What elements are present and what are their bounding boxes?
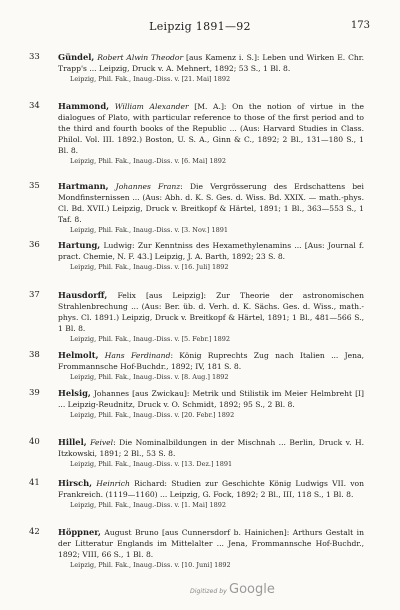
- digitized-by-label: Digitized by: [190, 588, 227, 595]
- author-given-name: Feivel: [90, 438, 114, 447]
- author-surname: Hammond,: [58, 101, 110, 111]
- entry-description: Ludwig: Zur Kenntniss des Hexamethylenamins ... [Aus: Journal f. pract. Chemie, N. F. 43.] Leipzig, J. A. Barth, 1892; 23 S. 8.: [58, 241, 365, 261]
- author-given-name: Robert Alwin Theodor: [97, 53, 184, 62]
- entry-description: [M. A.]: On the notion of virtue in the dialogues of Plato, with particular reference to those of the first period and to the third and fourth books of the Republic ... (Aus: Harvard Studies in Class. Philol. Vol. III. 1892.) Boston, U. S. A., Ginn & C., 1892; 2 Bl., 131—180 S., 1 Bl. 8.: [58, 102, 364, 155]
- dissertation-entry: [29, 478, 364, 510]
- dissertation-entry: [29, 290, 364, 344]
- dissertation-entry: [29, 437, 364, 469]
- dissertation-entry: [29, 52, 364, 84]
- entry-number: 36: [29, 240, 40, 250]
- entry-description: : Die Vergrösserung des Erdschattens bei Mondfinsternissen ... (Aus: Abh. d. K. S. Ges. d. Wiss. Bd. XXIX. — math.-phys. Cl. Bd. XVII.) Leipzig, Druck v. Breitkopf & Härtel, 1891; 1 Bl., 363—553 S., 1 Taf. 8.: [58, 182, 364, 224]
- dissertation-entry: [29, 527, 364, 570]
- entry-description: [aus Kamenz i. S.]: Leben und Wirken E. Chr. Trapp's ... Leipzig, Druck v. A. Mehnert, 1892; 53 S., 1 Bl. 8.: [58, 53, 364, 73]
- author-given-name: Heinrich: [96, 479, 130, 488]
- author-surname: Hirsch,: [58, 478, 93, 488]
- page-header: [0, 20, 400, 36]
- entry-text: [58, 240, 364, 263]
- dissertation-entry: [29, 388, 364, 420]
- entry-text: [58, 527, 364, 561]
- author-surname: Helmolt,: [58, 350, 99, 360]
- entry-source: Leipzig, Phil. Fak., Inaug.-Diss. v. [8. Aug.] 1892: [70, 372, 229, 381]
- entry-source: Leipzig, Phil. Fak., Inaug.-Diss. v. [13. Dez.] 1891: [70, 459, 233, 468]
- entry-source: Leipzig, Phil. Fak., Inaug.-Diss. v. [10. Juni] 1892: [70, 560, 231, 569]
- entry-description: Felix [aus Leipzig]: Zur Theorie der astronomischen Strahlenbrechung ... (Aus: Ber. üb. d. Verh. d. K. Sächs. Ges. d. Wiss., math.-phys. Cl. 1891.) Leipzig, Druck v. Breitkopf & Härtel, 1891; 1 Bl., 481—566 S., 1 Bl. 8.: [58, 291, 364, 333]
- entry-number: 39: [29, 388, 40, 398]
- entry-source: Leipzig, Phil. Fak., Inaug.-Diss. v. [21. Mai] 1892: [70, 74, 231, 83]
- author-given-name: Johannes Franz: [115, 182, 181, 191]
- entry-source: Leipzig, Phil. Fak., Inaug.-Diss. v. [20. Febr.] 1892: [70, 410, 235, 419]
- author-surname: Höppner,: [58, 527, 101, 537]
- author-surname: Hillel,: [58, 437, 87, 447]
- entry-description: : König Ruprechts Zug nach Italien ... Jena, Frommannsche Hof-Buchdr., 1892; IV, 181 S. 8.: [58, 351, 364, 371]
- entry-description: : Die Nominalbildungen in der Mischnah ... Berlin, Druck v. H. Itzkowski, 1891; 2 Bl., 53 S. 8.: [58, 438, 364, 458]
- author-given-name: Hans Ferdinand: [104, 351, 171, 360]
- dissertation-entry: [29, 181, 364, 235]
- entry-number: 40: [29, 437, 40, 447]
- author-surname: Hausdorff,: [58, 290, 108, 300]
- entry-text: [58, 290, 364, 335]
- entry-number: 38: [29, 350, 40, 360]
- entry-number: 41: [29, 478, 40, 488]
- entry-text: [58, 437, 364, 460]
- digitization-watermark: [190, 582, 340, 602]
- page-number: 173: [350, 20, 370, 31]
- entry-number: 42: [29, 527, 40, 537]
- entry-text: [58, 388, 364, 411]
- entry-number: 35: [29, 181, 40, 191]
- entry-text: [58, 478, 364, 501]
- dissertation-entry: [29, 240, 365, 272]
- google-logo: Google: [229, 582, 275, 597]
- entry-number: 33: [29, 52, 40, 62]
- author-given-name: William Alexander: [114, 102, 189, 111]
- entry-source: Leipzig, Phil. Fak., Inaug.-Diss. v. [16. Juli] 1892: [70, 262, 229, 271]
- dissertation-entry: [29, 350, 364, 382]
- entry-source: Leipzig, Phil. Fak., Inaug.-Diss. v. [1. Mai] 1892: [70, 500, 227, 509]
- entry-number: 34: [29, 101, 40, 111]
- author-surname: Hartung,: [58, 240, 101, 250]
- entry-source: Leipzig, Phil. Fak., Inaug.-Diss. v. [5. Febr.] 1892: [70, 334, 231, 343]
- entry-text: [58, 52, 364, 75]
- entry-description: Richard: Studien zur Geschichte König Ludwigs VII. von Frankreich. (1119—1160) ... Leipzig, G. Fock, 1892; 2 Bl., III, 118 S., 1 Bl. 8.: [58, 479, 364, 499]
- entry-source: Leipzig, Phil. Fak., Inaug.-Diss. v. [6. Mai] 1892: [70, 156, 227, 165]
- entry-text: [58, 101, 364, 157]
- author-surname: Hartmann,: [58, 181, 109, 191]
- running-head: Leipzig 1891—92: [149, 20, 251, 33]
- author-surname: Helsig,: [58, 388, 91, 398]
- author-surname: Gündel,: [58, 52, 95, 62]
- dissertation-entry: [29, 101, 364, 166]
- entry-text: [58, 181, 364, 226]
- entry-number: 37: [29, 290, 40, 300]
- entry-text: [58, 350, 364, 373]
- entry-description: August Bruno [aus Cunnersdorf b. Hainichen]: Arthurs Gestalt in der Litteratur Englands im Mittelalter ... Jena, Frommannsche Hof-Buchdr., 1892; VIII, 66 S., 1 Bl. 8.: [58, 528, 364, 559]
- entry-source: Leipzig, Phil. Fak., Inaug.-Diss. v. [3. Nov.] 1891: [70, 225, 229, 234]
- entry-description: Johannes [aus Zwickau]: Metrik und Stilistik im Meier Helmbreht [I] ... Leipzig-Reudnitz, Druck v. O. Schmidt, 1892; 95 S., 2 Bl. 8.: [58, 389, 364, 409]
